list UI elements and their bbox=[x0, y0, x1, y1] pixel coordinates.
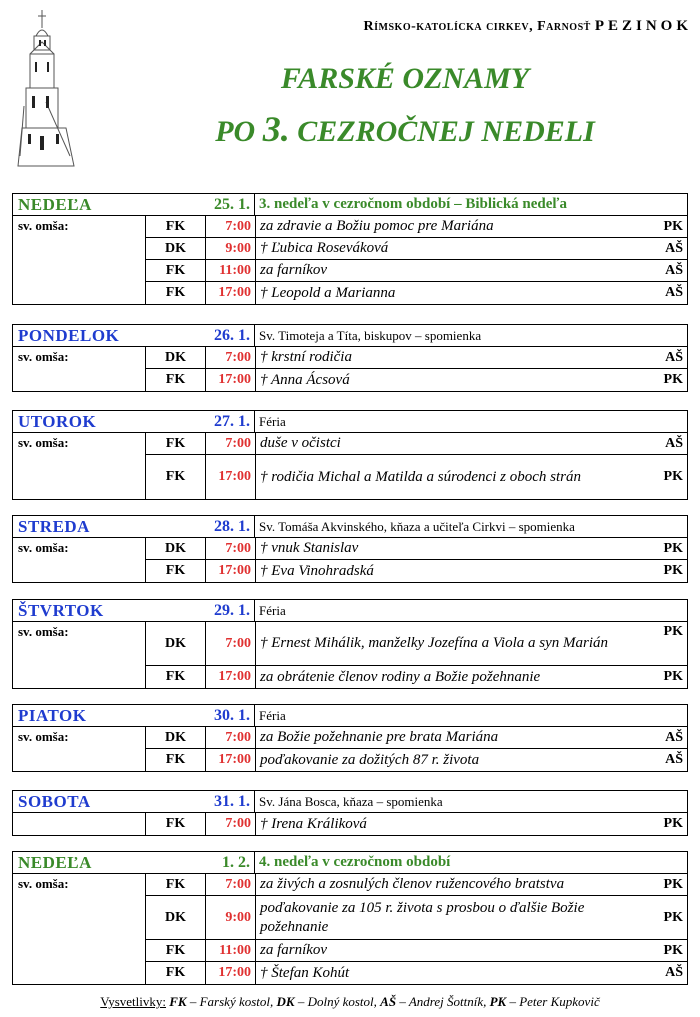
mass-place: DK bbox=[145, 622, 205, 665]
day-date: 28. 1. bbox=[195, 516, 255, 537]
mass-place: FK bbox=[145, 962, 205, 984]
mass-place: DK bbox=[145, 238, 205, 259]
mass-time: 7:00 bbox=[205, 433, 255, 454]
mass-intention: za zdravie a Božiu pomoc pre Mariána bbox=[255, 216, 649, 237]
day-block bbox=[12, 193, 688, 305]
mass-celebrant: AŠ bbox=[665, 752, 683, 767]
day-header bbox=[13, 194, 687, 216]
label-column-spacer bbox=[13, 961, 145, 962]
mass-celebrant: AŠ bbox=[665, 965, 683, 980]
mass-row bbox=[13, 560, 687, 582]
day-name: STREDA bbox=[18, 516, 90, 536]
mass-celebrant: PK bbox=[663, 909, 683, 925]
church-tower-logo bbox=[16, 6, 76, 172]
mass-time: 17:00 bbox=[205, 369, 255, 391]
parish-name: PEZINOK bbox=[594, 18, 692, 34]
mass-label: sv. omša: bbox=[18, 876, 69, 891]
mass-row bbox=[13, 896, 687, 940]
day-description: 3. nedeľa v cezročnom období – Biblická nedeľa bbox=[259, 196, 567, 212]
label-column-spacer bbox=[13, 368, 145, 369]
label-column-spacer bbox=[13, 237, 145, 238]
day-name: SOBOTA bbox=[18, 791, 91, 811]
mass-row bbox=[13, 455, 687, 499]
mass-celebrant: PK bbox=[663, 624, 683, 639]
mass-place: DK bbox=[145, 727, 205, 748]
mass-intention: za farníkov bbox=[255, 940, 649, 961]
mass-time: 11:00 bbox=[205, 940, 255, 961]
title-rest: CEZROČNEJ NEDELI bbox=[297, 115, 595, 148]
mass-time: 7:00 bbox=[205, 874, 255, 895]
day-header bbox=[13, 516, 687, 538]
day-header bbox=[13, 852, 687, 874]
day-date: 26. 1. bbox=[195, 325, 255, 346]
legend-abbr-pk: PK bbox=[489, 994, 507, 1009]
day-name: PIATOK bbox=[18, 705, 87, 725]
mass-label: sv. omša: bbox=[18, 218, 69, 233]
label-column-spacer bbox=[13, 454, 145, 455]
mass-row bbox=[13, 622, 687, 666]
day-date: 31. 1. bbox=[195, 791, 255, 812]
mass-celebrant: PK bbox=[663, 218, 683, 234]
mass-intention: za živých a zosnulých členov ružencového bratstva bbox=[255, 874, 649, 895]
mass-intention: duše v očistci bbox=[255, 433, 649, 454]
mass-place: FK bbox=[145, 369, 205, 391]
mass-label: sv. omša: bbox=[18, 435, 69, 450]
mass-label: sv. omša: bbox=[18, 540, 69, 555]
mass-place: DK bbox=[145, 896, 205, 939]
day-block bbox=[12, 851, 688, 985]
mass-place: FK bbox=[145, 940, 205, 961]
label-column-spacer bbox=[13, 259, 145, 260]
legend-label: Vysvetlivky: bbox=[100, 994, 167, 1009]
mass-celebrant: AŠ bbox=[665, 435, 683, 451]
day-date: 29. 1. bbox=[195, 600, 255, 621]
mass-row bbox=[13, 749, 687, 771]
mass-intention: † Eva Vinohradská bbox=[255, 560, 649, 582]
mass-intention: † Ernest Mihálik, manželky Jozefína a Viola a syn Marián bbox=[255, 622, 649, 665]
mass-celebrant: PK bbox=[663, 469, 683, 484]
day-description: Sv. Jána Bosca, kňaza – spomienka bbox=[259, 793, 443, 809]
mass-time: 17:00 bbox=[205, 749, 255, 771]
mass-place: FK bbox=[145, 216, 205, 237]
parish-header bbox=[240, 18, 692, 35]
day-block bbox=[12, 515, 688, 583]
mass-celebrant: PK bbox=[663, 669, 683, 684]
mass-time: 9:00 bbox=[205, 238, 255, 259]
mass-time: 7:00 bbox=[205, 216, 255, 237]
mass-celebrant: PK bbox=[663, 372, 683, 387]
day-header bbox=[13, 791, 687, 813]
mass-row bbox=[13, 238, 687, 260]
legend-text-fk: – Farský kostol, bbox=[189, 994, 274, 1009]
title-po: PO bbox=[215, 115, 256, 148]
mass-row bbox=[13, 347, 687, 369]
mass-celebrant: AŠ bbox=[665, 285, 683, 300]
day-block bbox=[12, 410, 688, 500]
mass-time: 17:00 bbox=[205, 455, 255, 499]
day-date: 25. 1. bbox=[195, 194, 255, 215]
mass-intention: za Božie požehnanie pre brata Mariána bbox=[255, 727, 649, 748]
mass-place: FK bbox=[145, 433, 205, 454]
mass-row bbox=[13, 433, 687, 455]
mass-row bbox=[13, 874, 687, 896]
legend-text-pk: – Peter Kupkovič bbox=[509, 994, 600, 1009]
legend-text-dk: – Dolný kostol, bbox=[297, 994, 377, 1009]
mass-intention: † Štefan Kohút bbox=[255, 962, 649, 984]
mass-intention: † Irena Králiková bbox=[255, 813, 649, 835]
mass-row bbox=[13, 260, 687, 282]
mass-intention: † krstní rodičia bbox=[255, 347, 649, 368]
mass-row bbox=[13, 813, 687, 835]
mass-label: sv. omša: bbox=[18, 349, 69, 364]
legend-abbr-dk: DK bbox=[276, 994, 295, 1009]
mass-time: 7:00 bbox=[205, 813, 255, 835]
day-name: UTOROK bbox=[18, 411, 97, 431]
page-title-line1: FARSKÉ OZNAMY bbox=[280, 62, 530, 95]
mass-celebrant: PK bbox=[663, 816, 683, 831]
label-column-spacer bbox=[13, 748, 145, 749]
day-description: Féria bbox=[259, 707, 286, 723]
mass-celebrant: AŠ bbox=[665, 240, 683, 256]
day-name: NEDEĽA bbox=[18, 852, 92, 872]
day-description: Sv. Timoteja a Títa, biskupov – spomienka bbox=[259, 327, 482, 343]
mass-intention: poďakovanie za 105 r. života s prosbou o ďalšie Božie požehnanie bbox=[255, 896, 649, 939]
legend-text-as: – Andrej Šottník, bbox=[399, 994, 487, 1009]
mass-celebrant: PK bbox=[663, 563, 683, 578]
day-description: Féria bbox=[259, 413, 286, 429]
mass-intention: † Ľubica Roseváková bbox=[255, 238, 649, 259]
mass-row bbox=[13, 727, 687, 749]
mass-celebrant: AŠ bbox=[665, 262, 683, 278]
mass-intention: † rodičia Michal a Matilda a súrodenci z oboch strán bbox=[255, 455, 649, 499]
day-date: 30. 1. bbox=[195, 705, 255, 726]
mass-intention: za obrátenie členov rodiny a Božie požehnanie bbox=[255, 666, 649, 688]
day-header bbox=[13, 600, 687, 622]
parish-prefix: Rímsko-katolícka cirkev, Farnosť bbox=[363, 19, 591, 34]
day-date: 1. 2. bbox=[195, 852, 255, 873]
mass-time: 7:00 bbox=[205, 538, 255, 559]
mass-place: DK bbox=[145, 347, 205, 368]
mass-place: FK bbox=[145, 666, 205, 688]
mass-row bbox=[13, 940, 687, 962]
title-number: 3. bbox=[262, 109, 290, 149]
mass-place: DK bbox=[145, 538, 205, 559]
day-block bbox=[12, 704, 688, 772]
mass-time: 9:00 bbox=[205, 896, 255, 939]
mass-label: sv. omša: bbox=[18, 624, 69, 639]
mass-celebrant: PK bbox=[663, 942, 683, 958]
label-column-spacer bbox=[13, 939, 145, 940]
legend bbox=[0, 994, 700, 1010]
day-block bbox=[12, 324, 688, 392]
day-block bbox=[12, 599, 688, 689]
mass-time: 17:00 bbox=[205, 282, 255, 304]
day-header bbox=[13, 705, 687, 727]
mass-label: sv. omša: bbox=[18, 729, 69, 744]
day-block bbox=[12, 790, 688, 836]
day-name: NEDEĽA bbox=[18, 194, 92, 214]
day-name: ŠTVRTOK bbox=[18, 600, 104, 620]
legend-abbr-as: AŠ bbox=[380, 994, 397, 1009]
legend-abbr-fk: FK bbox=[169, 994, 187, 1009]
day-description: Sv. Tomáša Akvinského, kňaza a učiteľa Cirkvi – spomienka bbox=[259, 518, 575, 534]
mass-time: 17:00 bbox=[205, 666, 255, 688]
mass-time: 11:00 bbox=[205, 260, 255, 281]
mass-intention: † vnuk Stanislav bbox=[255, 538, 649, 559]
mass-row bbox=[13, 538, 687, 560]
day-description: Féria bbox=[259, 602, 286, 618]
mass-celebrant: AŠ bbox=[665, 349, 683, 365]
mass-time: 7:00 bbox=[205, 727, 255, 748]
mass-place: FK bbox=[145, 560, 205, 582]
mass-row bbox=[13, 962, 687, 984]
mass-celebrant: AŠ bbox=[665, 729, 683, 745]
mass-intention: poďakovanie za dožitých 87 r. života bbox=[255, 749, 649, 771]
mass-place: FK bbox=[145, 455, 205, 499]
mass-celebrant: PK bbox=[663, 540, 683, 556]
mass-time: 7:00 bbox=[205, 347, 255, 368]
mass-place: FK bbox=[145, 260, 205, 281]
mass-intention: za farníkov bbox=[255, 260, 649, 281]
mass-time: 7:00 bbox=[205, 622, 255, 665]
page-title-line2 bbox=[110, 109, 700, 149]
label-column-spacer bbox=[13, 281, 145, 282]
label-column-spacer bbox=[13, 895, 145, 896]
label-column-spacer bbox=[13, 665, 145, 666]
mass-row bbox=[13, 216, 687, 238]
day-header bbox=[13, 411, 687, 433]
day-description: 4. nedeľa v cezročnom období bbox=[259, 854, 451, 870]
mass-intention: † Leopold a Marianna bbox=[255, 282, 649, 304]
mass-time: 17:00 bbox=[205, 560, 255, 582]
day-header bbox=[13, 325, 687, 347]
mass-place: FK bbox=[145, 749, 205, 771]
mass-row bbox=[13, 369, 687, 391]
mass-place: FK bbox=[145, 874, 205, 895]
mass-celebrant: PK bbox=[663, 876, 683, 892]
day-name: PONDELOK bbox=[18, 325, 120, 345]
mass-row bbox=[13, 666, 687, 688]
mass-row bbox=[13, 282, 687, 304]
mass-place: FK bbox=[145, 813, 205, 835]
mass-time: 17:00 bbox=[205, 962, 255, 984]
mass-intention: † Anna Ácsová bbox=[255, 369, 649, 391]
day-date: 27. 1. bbox=[195, 411, 255, 432]
mass-place: FK bbox=[145, 282, 205, 304]
label-column-spacer bbox=[13, 559, 145, 560]
